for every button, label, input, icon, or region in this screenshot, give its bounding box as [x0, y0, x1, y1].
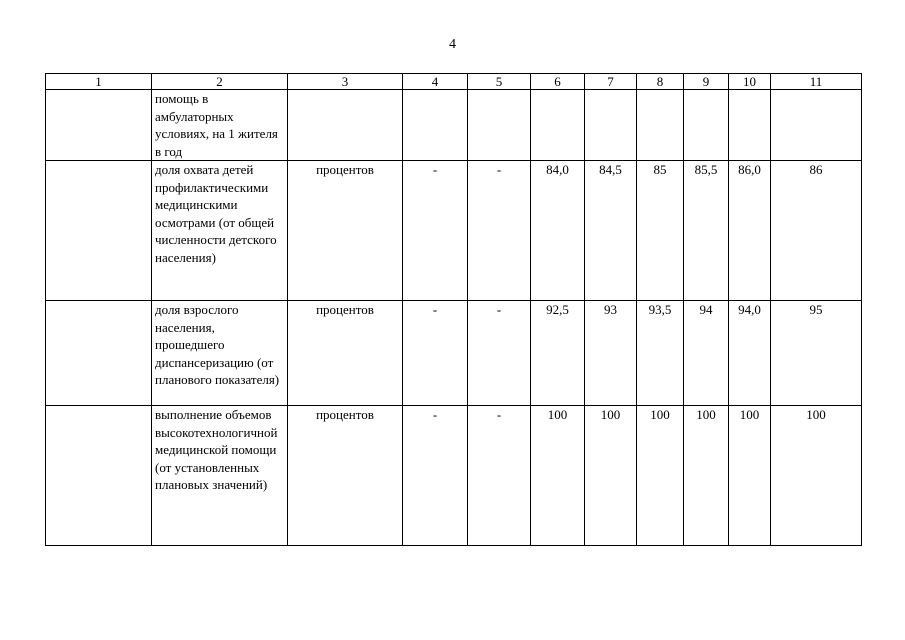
unit-cell: [288, 90, 403, 161]
header-cell-2: 2: [152, 74, 288, 90]
table-cell: [46, 161, 152, 301]
table-cell: [729, 90, 771, 161]
unit-cell: процентов: [288, 406, 403, 546]
table-cell: [585, 90, 637, 161]
header-row: [46, 74, 862, 90]
table-cell: 100: [684, 406, 729, 546]
header-cell-3: 3: [288, 74, 403, 90]
header-cell-8: 8: [637, 74, 684, 90]
indicator-name: выполнение объемов высокотехнологичной медицинской помощи (от установленных плановых значений): [152, 406, 288, 546]
table-row: [46, 161, 862, 301]
table-cell: -: [468, 301, 531, 406]
table-cell: -: [403, 406, 468, 546]
table-cell: [684, 90, 729, 161]
table-cell: [771, 90, 862, 161]
table-cell: 86: [771, 161, 862, 301]
table-cell: -: [468, 161, 531, 301]
table-row: [46, 406, 862, 546]
table-cell: 85: [637, 161, 684, 301]
table-cell: 84,5: [585, 161, 637, 301]
table-cell: [46, 301, 152, 406]
indicator-name: помощь в амбулаторных условиях, на 1 жителя в год: [152, 90, 288, 161]
header-cell-10: 10: [729, 74, 771, 90]
table-cell: [403, 90, 468, 161]
table-cell: 100: [637, 406, 684, 546]
table-cell: -: [468, 406, 531, 546]
table-row: [46, 301, 862, 406]
header-cell-4: 4: [403, 74, 468, 90]
indicators-table: [45, 73, 862, 546]
table-cell: 92,5: [531, 301, 585, 406]
header-cell-5: 5: [468, 74, 531, 90]
table-cell: 85,5: [684, 161, 729, 301]
table-cell: 86,0: [729, 161, 771, 301]
table-cell: 93: [585, 301, 637, 406]
header-cell-11: 11: [771, 74, 862, 90]
unit-cell: процентов: [288, 301, 403, 406]
header-cell-1: 1: [46, 74, 152, 90]
table-cell: 100: [771, 406, 862, 546]
table-cell: [46, 90, 152, 161]
header-cell-7: 7: [585, 74, 637, 90]
table-cell: 94,0: [729, 301, 771, 406]
indicator-name: доля взрослого населения, прошедшего диспансеризацию (от планового показателя): [152, 301, 288, 406]
unit-cell: процентов: [288, 161, 403, 301]
table-cell: -: [403, 161, 468, 301]
table-cell: -: [403, 301, 468, 406]
indicator-name: доля охвата детей профилактическими медицинскими осмотрами (от общей численности детского населения): [152, 161, 288, 301]
table-cell: 100: [729, 406, 771, 546]
table-cell: [531, 90, 585, 161]
table-cell: 95: [771, 301, 862, 406]
page-number: 4: [449, 37, 456, 52]
header-cell-6: 6: [531, 74, 585, 90]
table-cell: 93,5: [637, 301, 684, 406]
table-row: [46, 90, 862, 161]
table-cell: 100: [585, 406, 637, 546]
table-cell: 100: [531, 406, 585, 546]
table-cell: [468, 90, 531, 161]
table-cell: 84,0: [531, 161, 585, 301]
table-cell: 94: [684, 301, 729, 406]
header-cell-9: 9: [684, 74, 729, 90]
table-cell: [637, 90, 684, 161]
table-cell: [46, 406, 152, 546]
